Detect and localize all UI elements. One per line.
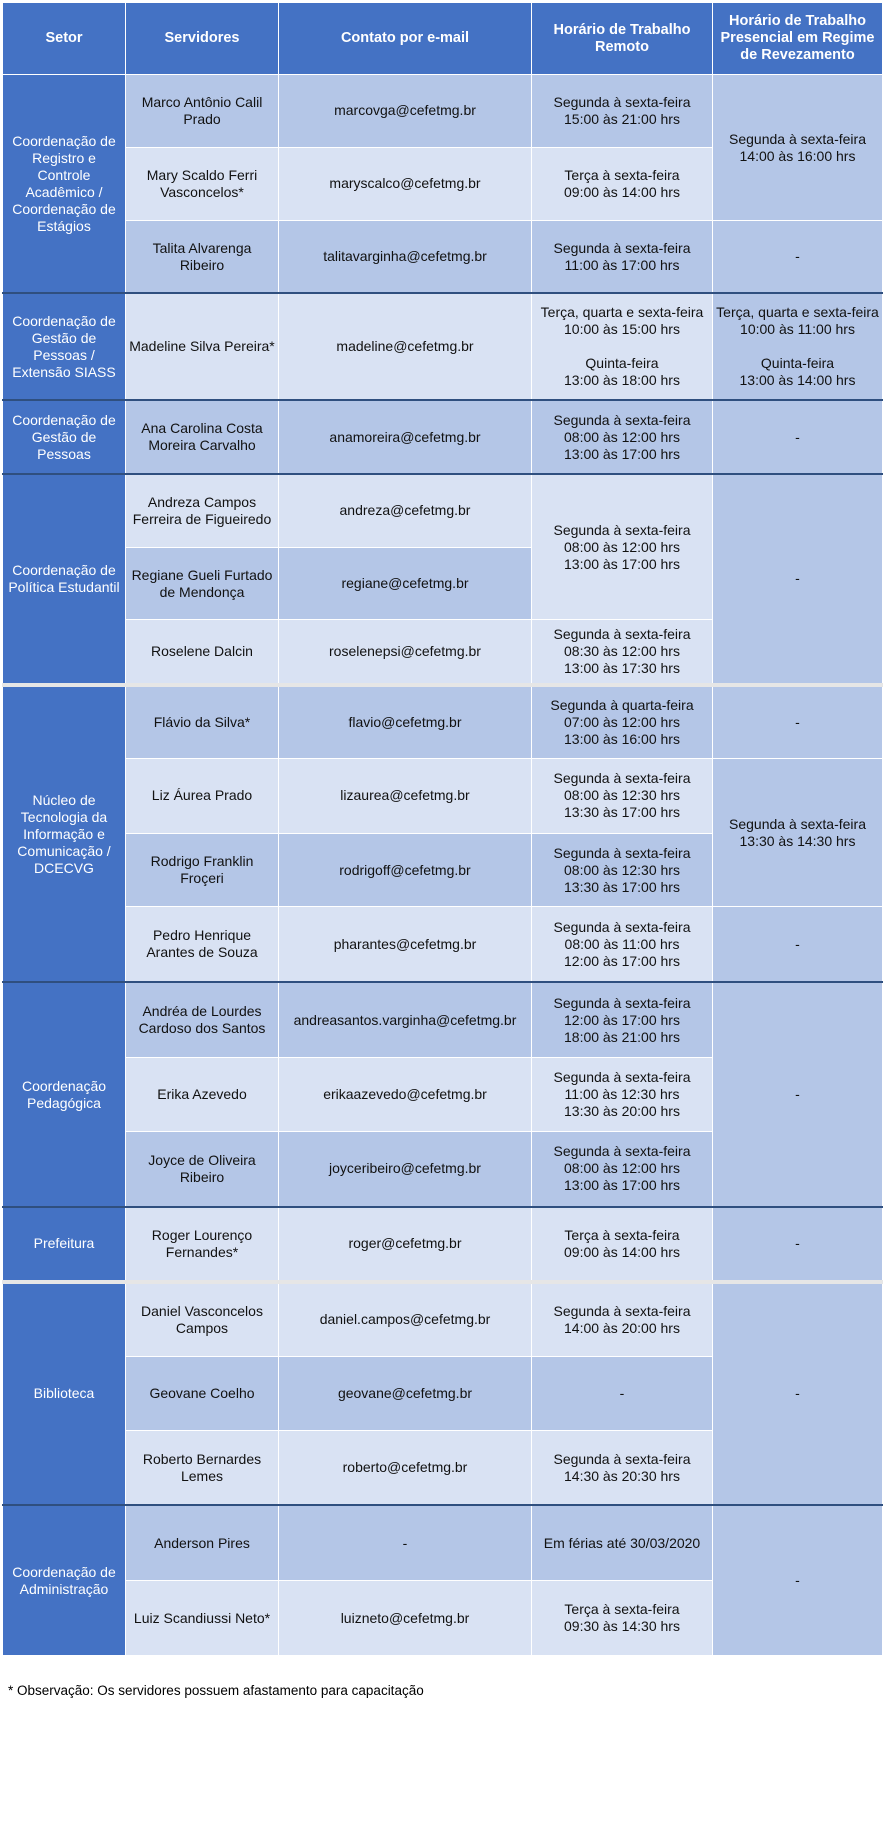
employee-name-cell: Liz Áurea Prado	[126, 759, 279, 834]
remote-hours-cell: Terça à sexta-feira 09:00 às 14:00 hrs	[532, 1207, 713, 1282]
employee-name-cell: Pedro Henrique Arantes de Souza	[126, 907, 279, 983]
header-servidores: Servidores	[126, 3, 279, 75]
table-row	[3, 907, 883, 983]
onsite-hours-cell: -	[713, 1207, 883, 1282]
table-row	[3, 1207, 883, 1282]
remote-hours-cell: Segunda à sexta-feira 14:30 às 20:30 hrs	[532, 1431, 713, 1506]
employee-name-cell: Roger Lourenço Fernandes*	[126, 1207, 279, 1282]
email-cell: luizneto@cefetmg.br	[279, 1581, 532, 1656]
remote-hours-cell: Segunda à sexta-feira 11:00 às 12:30 hrs 13:30 às 20:00 hrs	[532, 1058, 713, 1132]
employee-name-cell: Joyce de Oliveira Ribeiro	[126, 1131, 279, 1207]
sector-cell: Coordenação de Gestão de Pessoas / Extensão SIASS	[3, 293, 126, 400]
employee-name-cell: Mary Scaldo Ferri Vasconcelos*	[126, 147, 279, 221]
table-row	[3, 1505, 883, 1581]
remote-hours-cell: Terça à sexta-feira 09:30 às 14:30 hrs	[532, 1581, 713, 1656]
table-row	[3, 400, 883, 474]
email-cell: marcovga@cefetmg.br	[279, 75, 532, 148]
employee-name-cell: Talita Alvarenga Ribeiro	[126, 221, 279, 294]
email-cell: andreasantos.varginha@cefetmg.br	[279, 982, 532, 1058]
onsite-hours-cell: -	[713, 1282, 883, 1506]
employee-name-cell: Madeline Silva Pereira*	[126, 293, 279, 400]
table-row	[3, 759, 883, 834]
email-cell: pharantes@cefetmg.br	[279, 907, 532, 983]
sector-cell: Núcleo de Tecnologia da Informação e Comunicação / DCECVG	[3, 685, 126, 982]
onsite-hours-cell: -	[713, 982, 883, 1207]
onsite-hours-cell: -	[713, 685, 883, 759]
header-onsite-hours: Horário de Trabalho Presencial em Regime de Revezamento	[713, 3, 883, 75]
employee-name-cell: Anderson Pires	[126, 1505, 279, 1581]
email-cell: regiane@cefetmg.br	[279, 547, 532, 620]
remote-hours-cell: Segunda à sexta-feira 08:00 às 12:00 hrs 13:00 às 17:00 hrs	[532, 1131, 713, 1207]
employee-name-cell: Daniel Vasconcelos Campos	[126, 1282, 279, 1357]
remote-hours-cell: Segunda à sexta-feira 08:30 às 12:00 hrs 13:00 às 17:30 hrs	[532, 620, 713, 685]
onsite-hours-cell: -	[713, 221, 883, 294]
email-cell: roberto@cefetmg.br	[279, 1431, 532, 1506]
email-cell: talitavarginha@cefetmg.br	[279, 221, 532, 294]
remote-hours-cell: Em férias até 30/03/2020	[532, 1505, 713, 1581]
employee-name-cell: Andréa de Lourdes Cardoso dos Santos	[126, 982, 279, 1058]
employee-name-cell: Marco Antônio Calil Prado	[126, 75, 279, 148]
remote-hours-cell: Terça à sexta-feira 09:00 às 14:00 hrs	[532, 147, 713, 221]
remote-hours-cell: Segunda à sexta-feira 08:00 às 12:00 hrs 13:00 às 17:00 hrs	[532, 400, 713, 474]
sector-cell: Biblioteca	[3, 1282, 126, 1506]
remote-hours-cell: Segunda à sexta-feira 08:00 às 12:30 hrs 13:30 às 17:00 hrs	[532, 759, 713, 834]
onsite-hours-cell: Segunda à sexta-feira 13:30 às 14:30 hrs	[713, 759, 883, 907]
remote-hours-cell: Segunda à sexta-feira 08:00 às 12:00 hrs 13:00 às 17:00 hrs	[532, 474, 713, 620]
table-row	[3, 982, 883, 1058]
footnote: * Observação: Os servidores possuem afastamento para capacitação	[8, 1683, 424, 1698]
email-cell: flavio@cefetmg.br	[279, 685, 532, 759]
employee-name-cell: Roberto Bernardes Lemes	[126, 1431, 279, 1506]
employee-name-cell: Roselene Dalcin	[126, 620, 279, 685]
employee-name-cell: Ana Carolina Costa Moreira Carvalho	[126, 400, 279, 474]
remote-hours-cell: Segunda à sexta-feira 12:00 às 17:00 hrs 18:00 às 21:00 hrs	[532, 982, 713, 1058]
email-cell: geovane@cefetmg.br	[279, 1356, 532, 1431]
email-cell: madeline@cefetmg.br	[279, 293, 532, 400]
onsite-hours-cell: -	[713, 907, 883, 983]
email-cell: maryscalco@cefetmg.br	[279, 147, 532, 221]
sector-cell: Prefeitura	[3, 1207, 126, 1282]
onsite-hours-cell: -	[713, 1505, 883, 1655]
remote-hours-cell: Segunda à sexta-feira 14:00 às 20:00 hrs	[532, 1282, 713, 1357]
employee-name-cell: Erika Azevedo	[126, 1058, 279, 1132]
onsite-hours-cell: Segunda à sexta-feira 14:00 às 16:00 hrs	[713, 75, 883, 221]
sector-cell: Coordenação de Gestão de Pessoas	[3, 400, 126, 474]
header-row	[3, 3, 883, 75]
sector-cell: Coordenação de Política Estudantil	[3, 474, 126, 685]
table-row	[3, 1282, 883, 1357]
email-cell: andreza@cefetmg.br	[279, 474, 532, 548]
sector-cell: Coordenação Pedagógica	[3, 982, 126, 1207]
email-cell: -	[279, 1505, 532, 1581]
employee-name-cell: Andreza Campos Ferreira de Figueiredo	[126, 474, 279, 548]
table-row	[3, 293, 883, 400]
employee-name-cell: Flávio da Silva*	[126, 685, 279, 759]
email-cell: roger@cefetmg.br	[279, 1207, 532, 1282]
remote-hours-cell: -	[532, 1356, 713, 1431]
table-row	[3, 75, 883, 148]
table-row	[3, 685, 883, 759]
sector-cell: Coordenação de Administração	[3, 1505, 126, 1655]
schedule-body	[3, 75, 883, 1656]
email-cell: rodrigoff@cefetmg.br	[279, 833, 532, 907]
employee-name-cell: Rodrigo Franklin Froçeri	[126, 833, 279, 907]
email-cell: joyceribeiro@cefetmg.br	[279, 1131, 532, 1207]
employee-name-cell: Luiz Scandiussi Neto*	[126, 1581, 279, 1656]
schedule-table	[2, 2, 883, 1656]
header-email: Contato por e-mail	[279, 3, 532, 75]
onsite-hours-cell: -	[713, 474, 883, 685]
employee-name-cell: Geovane Coelho	[126, 1356, 279, 1431]
remote-hours-cell: Segunda à sexta-feira 08:00 às 11:00 hrs 12:00 às 17:00 hrs	[532, 907, 713, 983]
email-cell: erikaazevedo@cefetmg.br	[279, 1058, 532, 1132]
employee-name-cell: Regiane Gueli Furtado de Mendonça	[126, 547, 279, 620]
email-cell: anamoreira@cefetmg.br	[279, 400, 532, 474]
email-cell: lizaurea@cefetmg.br	[279, 759, 532, 834]
remote-hours-cell: Segunda à quarta-feira 07:00 às 12:00 hrs 13:00 às 16:00 hrs	[532, 685, 713, 759]
sector-cell: Coordenação de Registro e Controle Acadêmico / Coordenação de Estágios	[3, 75, 126, 294]
remote-hours-cell: Segunda à sexta-feira 08:00 às 12:30 hrs 13:30 às 17:00 hrs	[532, 833, 713, 907]
header-setor: Setor	[3, 3, 126, 75]
email-cell: roselenepsi@cefetmg.br	[279, 620, 532, 685]
email-cell: daniel.campos@cefetmg.br	[279, 1282, 532, 1357]
onsite-hours-cell: Terça, quarta e sexta-feira 10:00 às 11:00 hrs Quinta-feira 13:00 às 14:00 hrs	[713, 293, 883, 400]
remote-hours-cell: Terça, quarta e sexta-feira 10:00 às 15:00 hrs Quinta-feira 13:00 às 18:00 hrs	[532, 293, 713, 400]
remote-hours-cell: Segunda à sexta-feira 15:00 às 21:00 hrs	[532, 75, 713, 148]
table-row	[3, 221, 883, 294]
header-remote-hours: Horário de Trabalho Remoto	[532, 3, 713, 75]
remote-hours-cell: Segunda à sexta-feira 11:00 às 17:00 hrs	[532, 221, 713, 294]
table-row	[3, 474, 883, 548]
onsite-hours-cell: -	[713, 400, 883, 474]
